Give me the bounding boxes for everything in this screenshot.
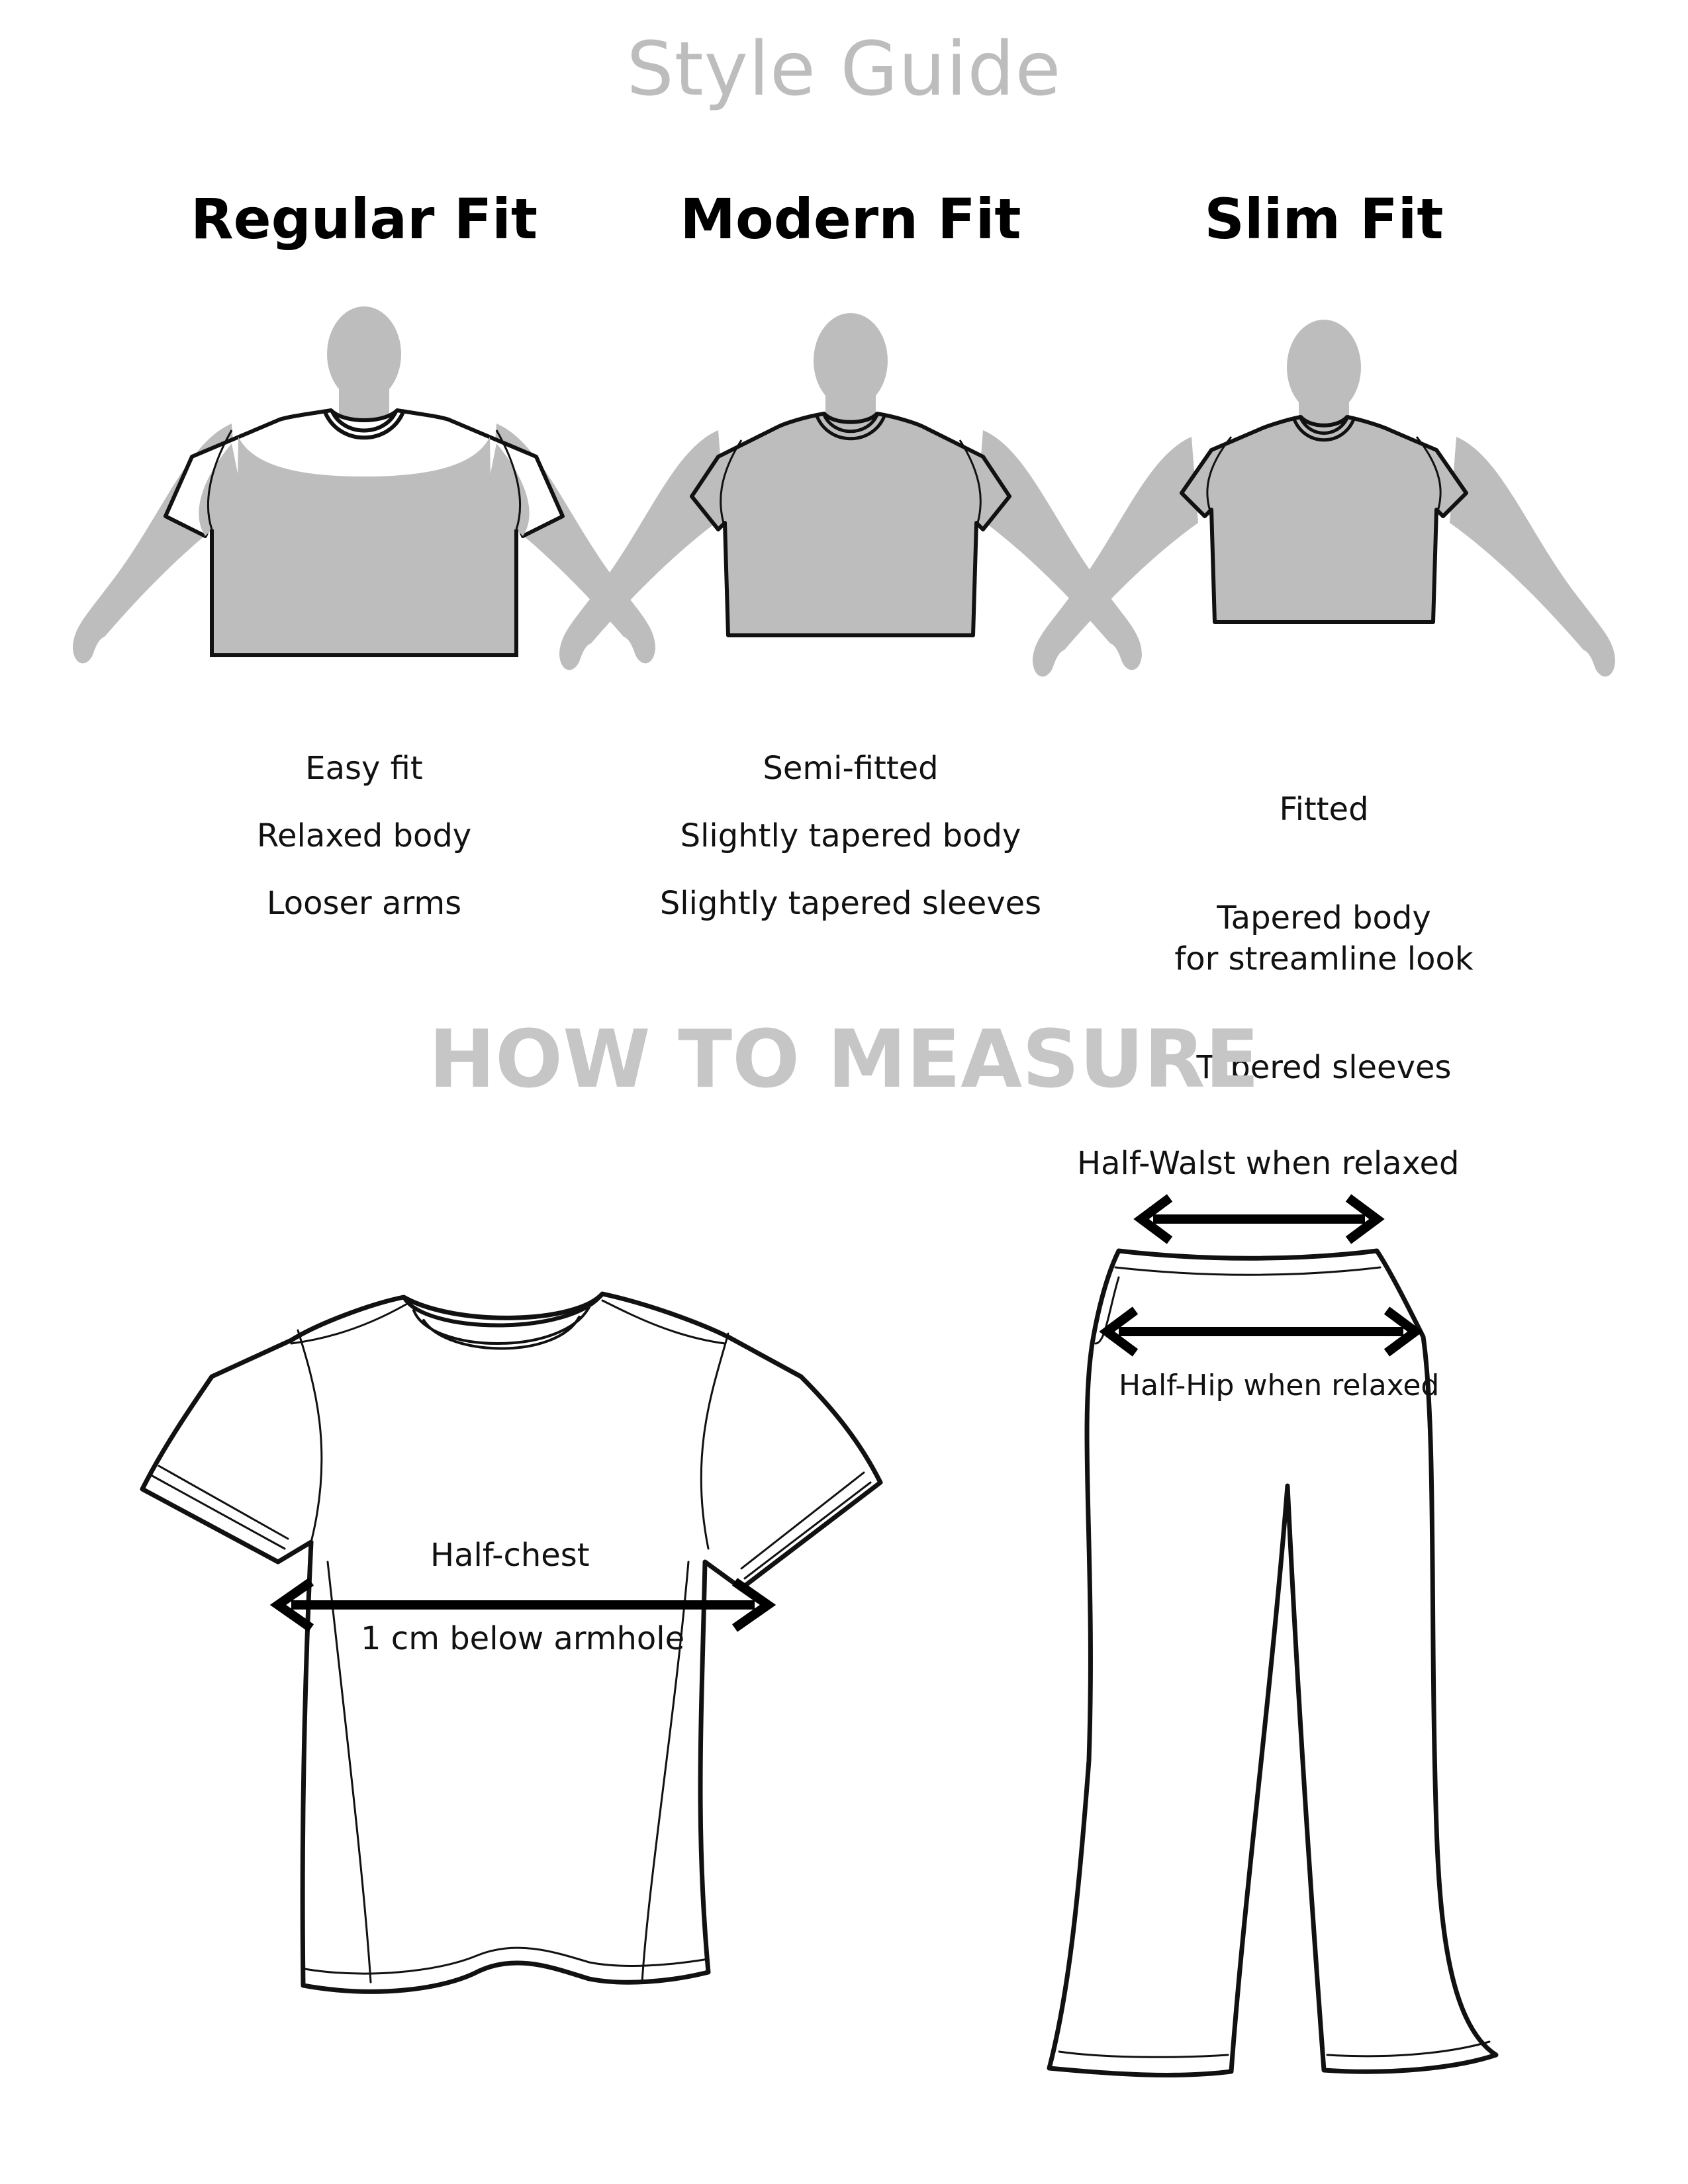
page-title: Style Guide [626,26,1062,113]
slim-fit-figure [1072,324,1575,695]
fit-title-slim: Slim Fit [1204,187,1444,251]
pants-diagram [1033,1231,1496,2124]
how-to-measure-title: HOW TO MEASURE [428,1014,1260,1106]
modern-fit-shirt [692,414,1009,635]
slim-fit-detail: Fitted [1279,791,1369,828]
slim-fit-detail: Tapered sleeves [1196,1049,1452,1086]
regular-fit-figure [113,311,616,682]
slim-fit-detail: Tapered body for streamline look [1174,899,1474,978]
regular-fit-details [113,748,616,950]
tshirt-diagram [146,1284,907,2045]
half-waist-label: Half-Walst when relaxed [1077,1145,1460,1182]
regular-fit-detail: Easy fit [305,750,423,787]
waist-arrow [1133,1193,1385,1246]
modern-fit-detail: Slightly tapered body [680,817,1021,854]
hip-arrow [1099,1305,1423,1358]
regular-fit-detail: Looser arms [266,885,462,922]
half-hip-label: Half-Hip when relaxed [1119,1369,1440,1402]
modern-fit-details [599,748,1102,950]
slim-fit-shirt [1182,417,1466,622]
regular-fit-shirt [165,410,563,655]
chest-note-label: 1 cm below armhole [361,1620,685,1657]
fit-title-modern: Modern Fit [680,187,1021,251]
modern-fit-detail: Slightly tapered sleeves [659,885,1042,922]
modern-fit-detail: Semi-fitted [763,750,939,787]
half-chest-label: Half-chest [430,1537,590,1574]
modern-fit-figure [599,318,1102,688]
regular-fit-detail: Relaxed body [256,817,472,854]
fit-title-regular: Regular Fit [190,187,538,251]
